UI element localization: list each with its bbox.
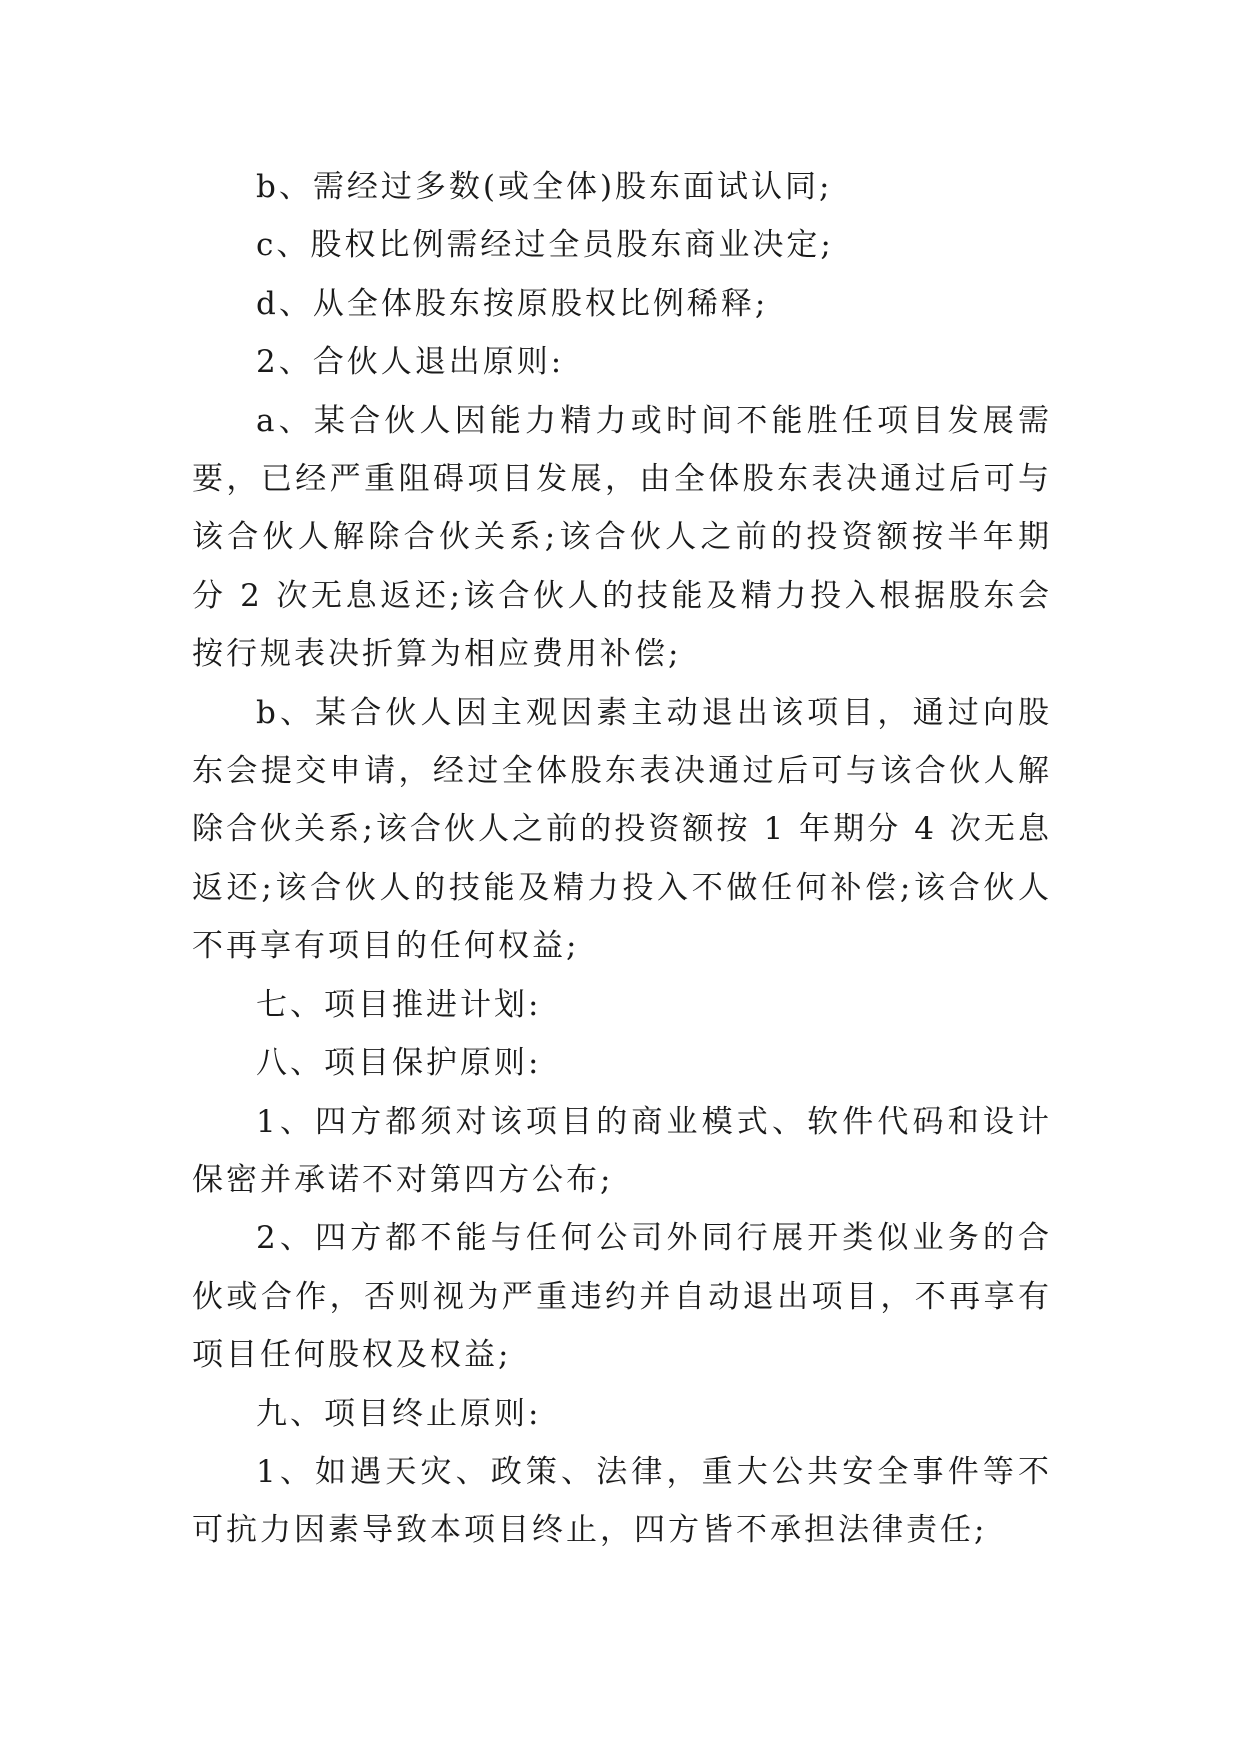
clause-non-compete: 2、四方都不能与任何公司外同行展开类似业务的合伙或合作，否则视为严重违约并自动退出项目，不再享有项目任何股权及权益; xyxy=(192,1220,1052,1374)
clause-d-dilution: d、从全体股东按原股权比例稀释; xyxy=(256,285,769,322)
clause-force-majeure: 1、如遇天灾、政策、法律，重大公共安全事件等不可抗力因素导致本项目终止，四方皆不承担法律责任; xyxy=(192,1453,1052,1549)
clause-b-interview-approval: b、需经过多数(或全体)股东面试认同; xyxy=(256,169,833,205)
section-termination-heading: 九、项目终止原则: xyxy=(256,1395,542,1432)
section-partner-exit-heading: 2、合伙人退出原则: xyxy=(256,344,565,381)
section-project-plan-heading: 七、项目推进计划: xyxy=(256,986,542,1023)
clause-c-equity-ratio: c、股权比例需经过全员股东商业决定; xyxy=(256,227,834,264)
document-body xyxy=(192,158,1052,1560)
section-project-protection-heading: 八、项目保护原则: xyxy=(256,1045,542,1082)
clause-confidentiality: 1、四方都须对该项目的商业模式、软件代码和设计保密并承诺不对第四方公布; xyxy=(192,1103,1052,1198)
clause-b-voluntary-exit: b、某合伙人因主观因素主动退出该项目，通过向股东会提交申请，经过全体股东表决通过后可与该合伙人解除合伙关系;该合伙人之前的投资额按 1 年期分 4 次无息返还;该合伙人的技能及精力投入不做任何补偿;该合伙人不再享有项目的任何权益; xyxy=(192,694,1052,965)
clause-a-involuntary-exit: a、某合伙人因能力精力或时间不能胜任项目发展需要，已经严重阻碍项目发展，由全体股东表决通过后可与该合伙人解除合伙关系;该合伙人之前的投资额按半年期分 2 次无息返还;该合伙人的技能及精力投入根据股东会按行规表决折算为相应费用补偿; xyxy=(192,402,1052,673)
